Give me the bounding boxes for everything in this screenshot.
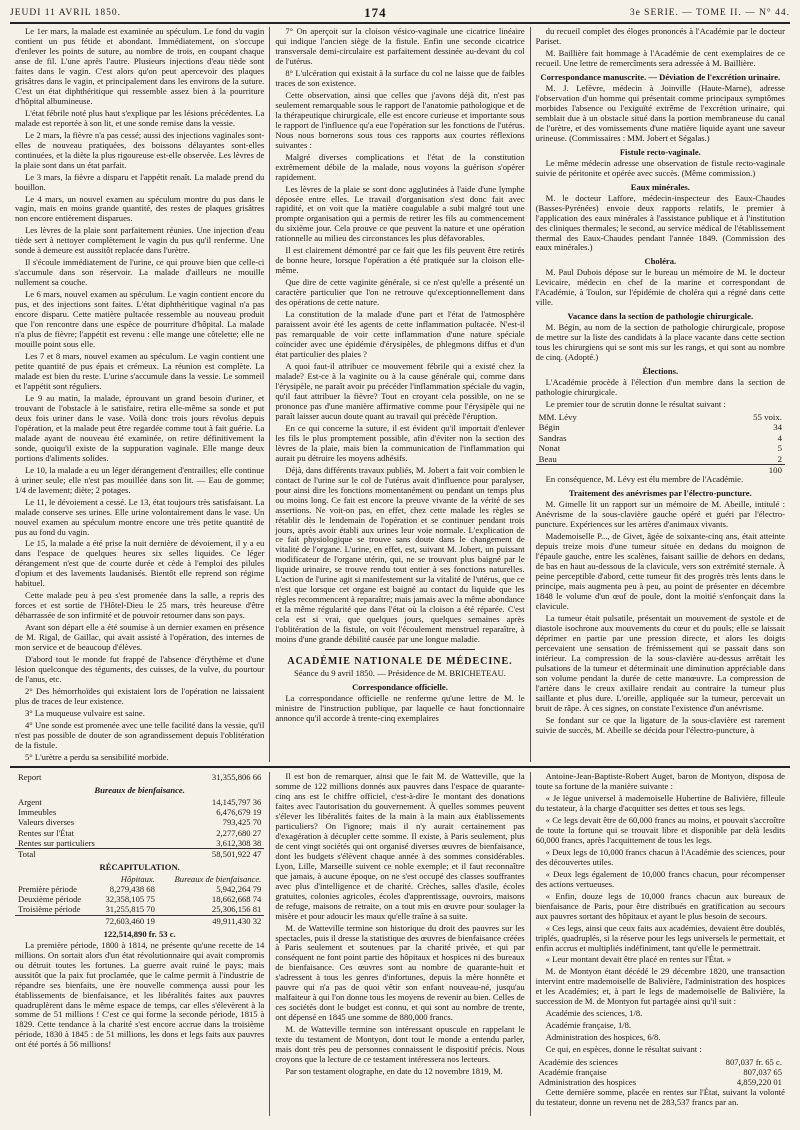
paragraph: M. de Watteville termine son intéressant opuscule en rappelant le texte du testament de Montyon, dont tout le monde a entendu parler, mais dont très peu de personnes connaissent le dispositif précis. Nous croyons que la lecture de ce testament intéressera nos lecteurs. [275,1024,525,1065]
bottom-column-2 [270,772,530,1116]
paragraph: M. Gimelle lit un rapport sur un mémoire de M. Abeille, intitulé : Anévrisme de la sous-clavière gauche opéré et guéri par l'électro-puncture. Expériences sur les artères d'animaux vivants. [535,499,785,530]
paragraph: M. le docteur Laffore, médecin-inspecteur des Eaux-Chaudes (Basses-Pyrénées) envoie deux rapports relatifs, le premier à l'application des eaux minérales à l'assistance publique et à l'institution des cliniques thermales; le second, au service médical de l'établissement thermal des Eaux-Chaudes pendant l'année 1849. (Commission des eaux minérales.) [535,192,785,253]
section-heading: Correspondance manuscrite. — Déviation de l'excrétion urinaire. [540,71,781,82]
budget-column [10,772,270,1116]
legacy-label: Administration des hospices [538,1077,637,1088]
paragraph: Le 3 mars, la fièvre a disparu et l'appétit renaît. La malade prend du bouillon. [15,171,265,192]
column-3 [531,27,790,762]
recap-hospitals: 31,255,815 70 [105,904,155,915]
recap-header-blank [15,874,94,884]
budget-value: 793,425 70 [222,817,262,828]
paragraph: M. Baillière fait hommage à l'Académie de cent exemplaires de ce recueil. Une lettre de remercîments sera adressée à M. Baillière. [535,47,785,68]
paragraph: La tumeur était pulsatile, présentait un mouvement de systole et de diastole isochrone aux mouvements du cœur et du pouls; elle se laissait déprimer en partie par une pression directe, et alors les doigts percevaient une sensation de frémissement qui se passait dans son intérieur. La compression de la sous-clavière au-dessus arrêtait les pulsations de la tumeur et déterminait une diminution appréciable dans son volume pendant la durée de cette manœuvre. La compression de l'artère dans le creux axillaire rendait au contraire la tumeur plus saillante et plus dure. L'oreille, appliquée sur la tumeur, percevait un bruit de râpe. À ces signes, on constate l'existence d'un anévrisme. [535,612,785,713]
paragraph: « Enfin, douze legs de 10,000 francs chacun aux bureaux de bienfaisance de Paris, pour être distribués en gratification au secours aux pauvres sortant des hôpitaux et ayant le plus besoin de secours. [535,890,785,921]
paragraph: En ce qui concerne la suture, il est évident qu'il importait d'enlever les fils le plus promptement possible, afin d'éviter non la section des lèvres de la plaie, mais bien la communication de l'inflammation qui aurait pu détruire les moyens adhésifs. [275,422,525,463]
paragraph: 5° L'urètre a perdu sa sensibilité morbide. [25,751,169,762]
candidate-name: Sandras [538,432,567,443]
recap-row [15,904,264,915]
paragraph: D'abord tout le monde fut frappé de l'absence d'érythème et d'une lésion quelconque des téguments, des cuisses, de la vulve, du pourtour de l'anus, etc. [15,654,265,685]
header-rule [10,22,790,24]
page-header [10,6,790,20]
paragraph: Il s'écoule immédiatement de l'urine, ce qui prouve bien que celle-ci s'accumule dans son réservoir. La malade d'ailleurs ne mouille nullement sa couche. [15,257,265,288]
report-label: Report [18,772,42,782]
budget-row [15,817,264,827]
bottom-section [10,766,790,1116]
recap-title: RÉCAPITULATION. [99,861,180,872]
recap-bureaux: 5,942,264 79 [216,884,262,895]
candidate-name: Bégin [538,422,560,433]
academy-session: Séance du 9 avril 1850. — Présidence de M. BRICHETEAU. [294,668,506,679]
recap-bureaux: 18,662,668 74 [211,894,262,905]
budget-value: 14,145,797 36 [211,797,262,808]
vote-row [536,454,785,465]
budget-label: Valeurs diverses [18,817,75,828]
column-2 [270,27,530,762]
paragraph: Mademoiselle P..., de Givet, âgée de soixante-cinq ans, était atteinte depuis treize mois d'une tumeur située en dedans du moignon de l'épaule gauche, entre les scalènes, faisant saillie de dehors en dedans, de bas en haut au-dessous de la clavicule, vers son extrémité sternale. À peine perceptible d'abord, cette tumeur fit des progrès très lents dans le principe, mais augmenta peu à peu, au point de présenter en décembre 1848 le volume d'un œuf de poule, dont la moitié s'enfonçait dans la clavicule. [535,531,785,611]
paragraph: « Deux legs également de 10,000 francs chacun, pour récompenser des actions vertueuses. [535,868,785,889]
budget-row [15,838,264,848]
column-2-text [275,27,524,645]
paragraph: M. de Montyon étant décédé le 29 décembre 1820, une transaction intervint entre mademoiselle de Balivière, l'administration des hospices et les Académies; et, à part le legs de mademoiselle de Balivière, la succession de M. de Montyon fut partagée ainsi qu'il suit : [535,966,785,1007]
paragraph: Ce qui, en espèces, donne le résultat suivant : [545,1044,702,1055]
budget-label: Immeubles [18,807,57,818]
paragraph: Avant son départ elle a été soumise à un dernier examen en présence de M. Rigal, de Gaillac, qui avait assisté à l'opération, des internes de mon service et de beaucoup d'élèves. [15,622,265,653]
budget-total [15,848,264,859]
paragraph: Les lèvres de la plaie se sont donc agglutinées à l'aide d'une lymphe déposée entre elles. Le travail d'organisation s'est donc fait avec rapidité, et on voit que la matière coagulable a subi malgré tout une prompte organisation qui a permis de retirer les fils au commencement du sixième jour. Cela prouve ce que peuvent la nature et une opération rationnelle au milieu des circonstances les plus défavorables. [275,183,525,244]
recap-period: Deuxième période [18,894,82,905]
paragraph: Déjà, dans différents travaux publiés, M. Jobert a fait voir combien le contact de l'urine sur le col de l'utérus avait d'influence pour paralyser, pour ainsi dire les fonctions momentanément ou pendant un temps plus ou moins long. Ce fait est encore la preuve vivante de la vérité de ses assertions. Ne voit-on pas, en effet, chez cette malade les règles se rétablir dès le lendemain de l'opération et se continuer pendant trois jours, après avoir établi aux urines leur voie normale. L'explication de ce fait physiologique se trouve sans doute dans le changement de vitalité de l'organe. L'urine, en effet, est, suivant M. Jobert, un puissant modificateur de l'organe utérin, qui, ne se trouvant plus baigné par le liquide urinaire, se trouve rendu tout entier à ses fonctions naturelles. L'action de l'urine agit si manifestement sur la vitalité de l'utérus, que ce n'est que lorsque cet organe est baigné au contact du liquide que les règles recommencent à reparaître; mais jamais avec la même abondance et la même régularité que dans l'état où la cloison a été réparée. C'est cela est si vrai, que quelques jours, quelques semaines après l'oblitération de la fistule, on voit l'écoulement menstruel reparaître, à moins d'une grande débilité causée par une longue maladie. [275,464,525,645]
budget-table [15,797,264,848]
budget-label: Rentes sur l'État [18,827,74,838]
section-heading: Élections. [642,366,679,377]
budget-label: Argent [18,797,42,808]
paragraph: Le 9 au matin, la malade, éprouvant un grand besoin d'uriner, et trouvant de l'obstacle à le satisfaire, retira elle-même sa sonde et put deux fois uriner dans le vase. Voilà donc trois jours révolus depuis l'opération, et la malade peut être regardée comme tout à fait guérie. La malade ayant de nouveau été examinée, on retire définitivement la sonde, quoiqu'il existe de la suppuration vaginale. Elle mange deux portions d'aliments solides. [15,392,265,463]
paragraph: Le 1er mars, la malade est examinée au spéculum. Le fond du vagin contient un pus fétide et abondant. Immédiatement, on s'occupe d'enlever les points de suture, au nombre de trois, en coupant chaque anse de fil. L'une après l'autre. Plusieurs injections d'eau tiède sont faites dans le vagin. C'est alors qu'on peut apercevoir des plaques grisâtres dans le vagin, et principalement dans les environs de la suture. C'est un état diphthéritique qui ressemble assez bien à la pourriture d'hôpital albumineuse. [15,27,265,106]
paragraph: Le même médecin adresse une observation de fistule recto-vaginale suivie de péritonite et opérée avec succès. (Même commission.) [535,157,785,178]
legacy-value: 807,037 fr. 65 c. [725,1057,782,1068]
report-value: 31,355,806 66 [211,772,262,782]
bottom-column-3-text [536,772,785,1055]
section-heading: Vacance dans la section de pathologie chirurgicale. [567,311,754,322]
budget-value: 3,612,308 38 [216,837,262,848]
recap-total-bureaux: 49,911,430 32 [158,915,264,926]
paragraph: M. J. Lefèvre, médecin à Joinville (Haute-Marne), adresse l'observation d'un homme qui présentait comme principaux symptômes morbides l'absence ou l'exiguïté extrême de l'excrétion urinaire, qui semblait due à un obstacle situé dans la portion membraneuse du canal de l'urètre, et des vomissements d'une matière liquide ayant une saveur urineuse. (Commissaires : MM. Jobert et Ségalas.) [535,82,785,143]
legacy-table [536,1057,785,1087]
paragraph: 2° Des hémorrhoïdes qui existaient lors de l'opération ne laissaient plus de traces de leur existence. [15,686,265,706]
recap-total-blank [15,915,94,926]
section-heading: Eaux minérales. [630,181,690,192]
legacy-label: Académie des sciences [538,1057,618,1068]
recap-total-row [15,915,264,926]
top-section [10,27,790,762]
candidate-name: Nonat [538,443,561,454]
legacy-row [536,1067,785,1077]
recap-row [15,894,264,904]
paragraph: M. de Watteville termine son historique du droit des pauvres sur les spectacles, puis il dresse la statistique des œuvres de bienfaisance créées à Paris seulement et soutenues par la charité privée, et qui par conséquent ne font point partie des hôpitaux et hospices ni des bureaux de bienfaisance. Ces œuvres sont au nombre de quarante-huit et s'adressent à tous les genres d'infortunes, depuis la mère honnête et pauvre qui n'a pas de quoi vêtir son enfant nouveau-né, jusqu'au malfaiteur à qui l'on donne tous les moyens de revenir au bien. Celles de ces sociétés dont le budget est connu, et qui sont au nombre de trente, ont dépensé en 1845 une somme de 880,000 francs. [275,922,525,1023]
recap-hospitals: 8,279,438 68 [109,884,155,895]
paragraph: Les 7 et 8 mars, nouvel examen au spéculum. Le vagin contient une petite quantité de pus épais et crémeux. La réunion est complète. La malade est bien du reste. L'urine s'accumule dans la vessie. Le sommeil et l'appétit sont réguliers. [15,351,265,391]
candidate-name: Beau [538,453,557,464]
paragraph: Se fondant sur ce que la ligature de la sous-clavière est rarement suivie de succès, M. Abeille se décida pour l'électro-puncture, à [535,714,785,735]
bottom-column-3 [531,772,790,1116]
section-heading: Fistule recto-vaginale. [619,146,701,157]
total-label: Total [15,848,89,859]
paragraph: Il est clairement démontré par ce fait que les fils peuvent être retirés de bonne heure, lorsque l'opération a été pratiquée sur la cloison elle-même. [275,245,525,276]
recap-hospitals: 32,358,105 75 [105,894,155,905]
paragraph: Le 6 mars, nouvel examen au spéculum. Le vagin contient encore du pus, et des injections sont faites. L'état diphthéritique vaginal n'a pas encore disparu. Cette matière pultacée ressemble au nouveau produit que l'on rencontre dans une espèce de pourriture d'hôpital. La malade n'a plus de fièvre; l'appétit est revenu : elle mange une côtelette; elle ne mouille point sous elle. [15,289,265,350]
paragraph: Il est bon de remarquer, ainsi que le fait M. de Watteville, que la somme de 122 millions donnés aux pauvres dans l'espace de quarante-cinq ans est le chiffre officiel, c'est-à-dire le montant des donations faites avec l'autorisation du gouvernement. À quelles sommes peuvent s'élever les libéralités faites de la main à la main aux établissements particuliers? On l'ignore; mais il n'y aurait certainement pas d'exagération à décupler cette somme. Il existe, à Paris seulement, plus de cent vingt sociétés qui ont organisé diverses œuvres de bienfaisance, dont les budgets s'élèvent chaque année à des sommes considérables. Lyon, Lille, Marseille suivent ce noble exemple; et il faut reconnaître que jamais, à aucune époque, on ne s'est occupé des classes souffrantes avec plus d'intelligence et de charité. Crèches, salles d'asile, écoles gratuites, colonies agricoles, écoles d'apprentissage, ouvroirs, maisons de refuge, maisons de retraite, on a tout mis en œuvre pour soulager la misère et pour adoucir les maux qu'elle traîne à sa suite. [275,772,525,921]
paragraph: Académie des sciences, 1/8. [545,1008,643,1019]
paragraph: « Ce legs devait être de 60,000 francs au moins, et pouvait s'accroître de toute la fortune qui se trouvait libre et disponible par delà lesdits 60,000 francs, après l'acquittement de tous les legs. [535,814,785,845]
budget-value: 2,277,680 27 [216,827,262,838]
vote-row [536,433,785,443]
paragraph: « Je lègue universel à mademoiselle Hubertine de Balivière, filleule du testateur, à la charge d'acquitter ses dettes et tous ses legs. [535,792,785,813]
paragraph: Les lèvres de la plaie sont parfaitement réunies. Une injection d'eau tiède sert à nettoyer complètement le vagin du pus qu'il renferme. Une sonde à demeure est aussitôt replacée dans l'urètre. [15,225,265,256]
legacy-value: 4,859,220 01 [736,1077,782,1088]
budget-label: Rentes sur particuliers [18,837,95,848]
recap-period: Première période [18,884,77,895]
paragraph: Antoine-Jean-Baptiste-Robert Auget, baron de Montyon, disposa de toute sa fortune de la manière suivante : [535,772,785,791]
header-series: 3e SERIE. — TOME II. — N° 44. [629,8,790,18]
budget-row [15,807,264,817]
recap-total-hospitals: 72,603,460 19 [94,915,158,926]
paragraph: « Deux legs de 10,000 francs chacun à l'Académie des sciences, pour des découvertes utiles. [535,846,785,867]
paragraph: 8° L'ulcération qui existait à la surface du col ne laisse que de faibles traces de son existence. [275,67,525,88]
paragraph: « Leur montant devait être placé en rentes sur l'État. » [545,954,732,965]
recap-table [15,874,264,926]
column-1 [10,27,270,762]
paragraph: « Ces legs, ainsi que ceux faits aux académies, devaient être doublés, triplés, quadruplés, si la réserve pour les legs universels le permettait, et enfin accrus et multipliés indéfiniment, tant qu'elle le permettrait. [535,922,785,953]
vote-count: 2 [777,453,782,464]
paragraph: M. Paul Dubois dépose sur le bureau un mémoire de M. le docteur Levicaire, médecin en chef de la marine et correspondant de l'Académie, à Toulon, sur l'épidémie de choléra qui a régné dans cette ville. [535,267,785,308]
vote-count: 5 [777,443,782,454]
paragraph: Malgré diverses complications et l'état de la constitution extrêmement débile de la malade, nous voyons la guérison s'opérer rapidement. [275,151,525,182]
vote-table [536,412,785,475]
paragraph: A quoi faut-il attribuer ce mouvement fébrile qui a existé chez la malade? Est-ce à la vaginite ou à la cause générale qui, comme dans l'érysipèle, ne paraît avoir pu précéder l'inflammation spéciale du vagin, qu'il faut attribuer la fièvre? Tout en croyant cela possible, on ne se prononce pas d'une manière affirmative comme pour l'érysipèle qui ne paraît laisser aucun doute quant au travail qui précède l'éruption. [275,361,525,421]
academy-text: La correspondance officielle ne renferme qu'une lettre de M. le ministre de l'instruction publique, par laquelle ce haut fonctionnaire annonce qu'il accorde à trente-cinq exemplaires [275,693,525,724]
paragraph: Par son testament olographe, en date du 12 novembre 1819, M. [285,1066,503,1077]
newspaper-page [10,6,790,1116]
vote-row [536,422,785,432]
legacy-conclusion: Cette dernière somme, placée en rentes sur l'État, suivant la volonté du testateur, donne un revenu net de 283,537 francs par an. [535,1086,785,1107]
paragraph: L'Académie procède à l'élection d'un membre dans la section de pathologie chirurgicale. [535,377,785,398]
page-number: 174 [364,6,387,20]
academy-title: ACADÉMIE NATIONALE DE MÉDECINE. [287,656,513,668]
academy-section: Correspondance officielle. [352,682,448,693]
budget-text: La première période, 1800 à 1814, ne présente qu'une recette de 14 millions. On sortait alors d'un état révolutionnaire qui avait compromis ou détruit toutes les fortunes. La guerre avait ruiné le pays; mais aussitôt que la paix fut proclamée, que le calme permit à l'industrie de répandre ses bienfaits, une ère nouvelle commença aussi pour les établissements de bienfaisance, et les libéralités faites aux pauvres quadruplèrent dans le même espace de temps, car elles s'élevèrent à la somme de 51 millions ! C'est ce qui forme la seconde période, 1815 à 1829. Cette tendance à la charité s'est encore accrue dans la troisième période, 1830 à 1845 : de 51 millions, les dons et legs faits aux pauvres ont été portés à 56 millions! [15,939,265,1050]
recap-row [15,884,264,894]
vote-row [536,412,785,422]
legacy-label: Académie française [538,1067,607,1078]
total-value: 58,501,922 47 [89,848,264,859]
paragraph: Le 4 mars, un nouvel examen au spéculum montre du pus dans le vagin, mais en moins grande quantité, des restes de plaques grisâtres non encore entièrement disparues. [15,193,265,224]
recap-header-hospitals: Hôpitaux. [120,873,155,884]
paragraph: La constitution de la malade d'une part et l'état de l'atmosphère paraissent avoir été les agents de cette inflammation pultacée. N'est-il pas remarquable de voir cette inflammation d'une nature spéciale coïncider avec une épidémie d'érysipèles, de phlegmons diffus et d'un état particulier des plaies ? [275,309,525,360]
candidate-name: MM. Lévy [538,412,577,423]
vote-count: 55 voix. [753,412,782,423]
vote-count: 4 [777,432,782,443]
paragraph: Le 10, la malade a eu un léger dérangement d'entrailles; elle continue à uriner seule; elle n'est pas mouillée dans son lit. — Eau de gomme; 1/4 de lavement; diète; 2 potages. [15,464,265,495]
paragraph: L'état fébrile noté plus haut s'explique par les lésions précédentes. La malade est reportée à son lit, et une sonde remise dans la vessie. [15,107,265,128]
budget-row [15,828,264,838]
grand-total: 122,514,890 fr. 53 c. [103,928,176,939]
paragraph: Administration des hospices, 6/8. [545,1032,661,1043]
paragraph: Le premier tour de scrutin donne le résultat suivant : [545,399,726,410]
paragraph: 3° La muqueuse vulvaire est saine. [25,707,145,718]
paragraph: du recueil complet des éloges prononcés à l'Académie par le docteur Pariset. [535,27,785,46]
recap-header-bureaux: Bureaux de bienfaisance. [174,873,262,884]
vote-total: 100 [675,464,785,475]
header-date: JEUDI 11 AVRIL 1850. [10,8,121,18]
paragraph: Que dire de cette vaginite générale, si ce n'est qu'elle a présenté un caractère particulier que l'on ne retrouve qu'exceptionnellement dans des opérations de cette nature. [275,277,525,308]
recap-bureaux: 25,306,156 81 [211,904,262,915]
budget-row [15,797,264,807]
column-3-text [536,27,785,410]
vote-row [536,443,785,453]
budget-value: 6,476,679 19 [216,807,262,818]
recap-period: Troisième période [18,904,81,915]
divider [325,649,475,650]
paragraph: Le 15, la malade a été prise la nuit dernière de dévoiement, il y a eu dans l'espace de quelques heures six selles liquides. Ce léger dérangement n'est que de courte durée et cède à l'emploi des pilules d'opium et des lavements laudanisés. Bientôt elle reprend son régime habituel. [15,538,265,589]
paragraph: Le 11, le dévoiement a cessé. Le 13, état toujours très satisfaisant. La malade conserve ses urines. Elle urine volontairement dans le vase. Un nouvel examen au spéculum montre encore une très petite quantité de pus au fond du vagin. [15,496,265,537]
column-3-continued [536,488,785,735]
paragraph: M. Bégin, au nom de la section de pathologie chirurgicale, propose de mettre sur la liste des candidats à la place vacante dans cette section tous les chirurgiens qui se sont mis sur les rangs, et qui sont au nombre de cinq. (Adopté.) [535,322,785,363]
legacy-value: 807,037 65 [743,1067,782,1078]
paragraph: 4° Une sonde est promenée avec une telle facilité dans la vessie, qu'il n'est pas possible de douter de son agrandissement depuis l'oblitération de la fistule. [15,719,265,750]
section-heading: Choléra. [644,256,677,267]
paragraph: Cette malade peu à peu s'est promenée dans la salle, a repris des forces et est sortie de l'Hôtel-Dieu le 25 mars, très heureuse d'être débarrassée de son infirmité et de pouvoir retourner dans son pays. [15,590,265,621]
paragraph: Le 2 mars, la fièvre n'a pas cessé; aussi des injections vaginales sont-elles de nouveau pratiquées, des boissons délayantes sont-elles continuées, et la diète la plus rigoureuse est-elle observée. Les lèvres de la plaie sont dans un état parfait. [15,129,265,170]
vote-count: 34 [773,422,782,433]
paragraph: Académie française, 1/8. [545,1020,632,1031]
paragraph: Cette observation, ainsi que celles que j'avons déjà dit, n'est pas seulement remarquable sous le rapport de l'anatomie pathologique et de la thérapeutique chirurgicale, elle est encore curieuse et importante sous le rapport de l'influence qu'a eue l'opération sur les fonctions de l'utérus. Nous nous bornerons sous tous ces rapports aux courtes réflexions suivantes : [275,89,525,150]
legacy-row [536,1057,785,1067]
section-heading: Traitement des anévrismes par l'électro-puncture. [568,488,752,499]
report-table [15,772,264,782]
budget-section-title: Bureaux de bienfaisance. [94,785,185,796]
paragraph: 7° On aperçoit sur la cloison vésico-vaginale une cicatrice linéaire qui indique l'ancien siège de la fistule. Enfin une seconde cicatrice transversale demi-circulaire est parfaitement dessinée au-devant du col de l'utérus. [275,27,525,66]
vote-result: En conséquence, M. Lévy est élu membre de l'Académie. [545,474,744,485]
recap-header [15,874,264,884]
